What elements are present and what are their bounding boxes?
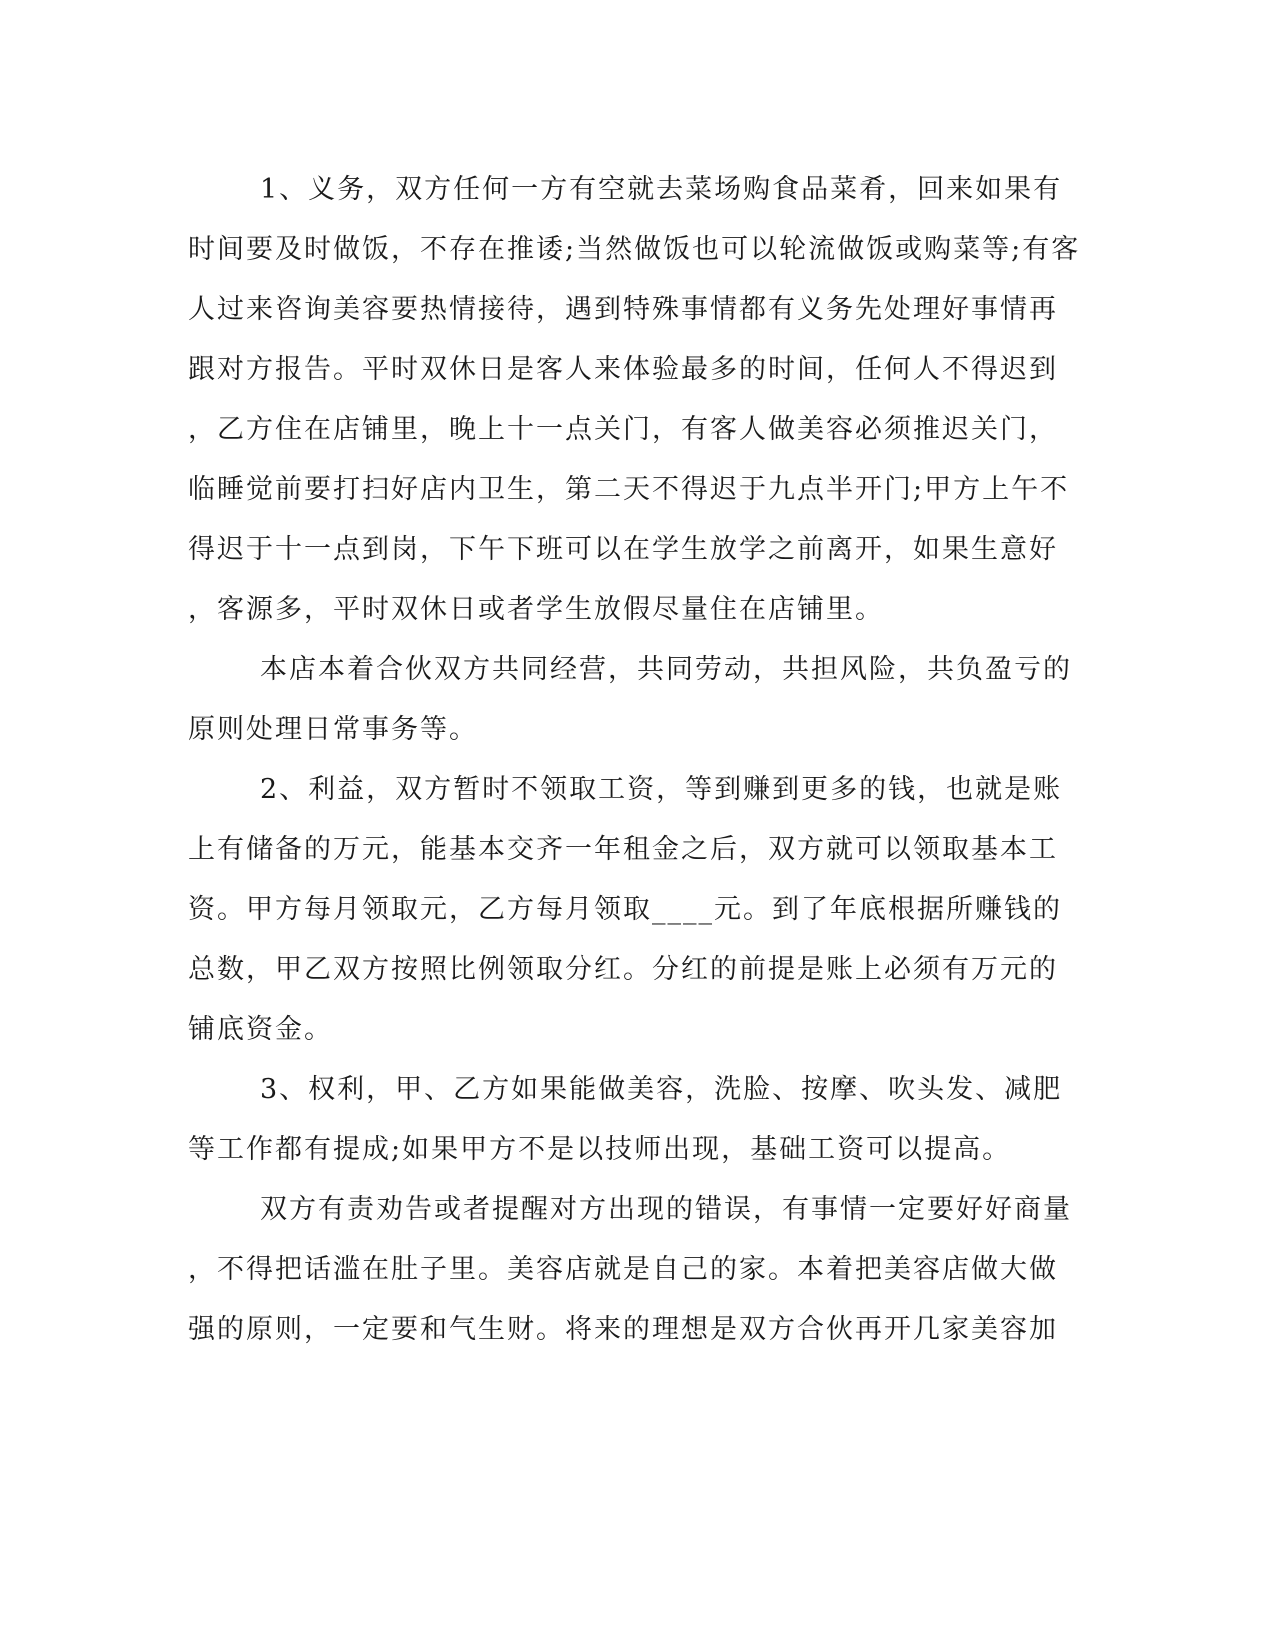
document-body (188, 160, 1081, 1360)
text-line: 总数，甲乙双方按照比例领取分红。分红的前提是账上必须有万元的 (188, 954, 1058, 985)
text-line: 等工作都有提成;如果甲方不是以技师出现，基础工资可以提高。 (188, 1134, 1012, 1165)
text-line: 2、利益，双方暂时不领取工资，等到赚到更多的钱，也就是账 (260, 774, 1063, 805)
text-line: ，乙方住在店铺里，晚上十一点关门，有客人做美容必须推迟关门， (188, 414, 1058, 445)
text-line: 得迟于十一点到岗，下午下班可以在学生放学之前离开，如果生意好 (188, 534, 1058, 565)
text-line: 强的原则，一定要和气生财。将来的理想是双方合伙再开几家美容加 (188, 1314, 1058, 1345)
text-line: ，不得把话滥在肚子里。美容店就是自己的家。本着把美容店做大做 (188, 1254, 1058, 1285)
text-line: 人过来咨询美容要热情接待，遇到特殊事情都有义务先处理好事情再 (188, 294, 1058, 325)
text-line: 本店本着合伙双方共同经营，共同劳动，共担风险，共负盈亏的 (260, 654, 1072, 685)
text-line: 1、义务，双方任何一方有空就去菜场购食品菜肴，回来如果有 (260, 174, 1063, 205)
text-line: 临睡觉前要打扫好店内卫生，第二天不得迟于九点半开门;甲方上午不 (188, 474, 1070, 505)
text-line: 上有储备的万元，能基本交齐一年租金之后，双方就可以领取基本工 (188, 834, 1058, 865)
text-line: ，客源多，平时双休日或者学生放假尽量住在店铺里。 (188, 594, 884, 625)
text-line: 跟对方报告。平时双休日是客人来体验最多的时间，任何人不得迟到 (188, 354, 1058, 385)
text-line: 铺底资金。 (188, 1014, 333, 1045)
text-line: 3、权利，甲、乙方如果能做美容，洗脸、按摩、吹头发、减肥 (260, 1074, 1063, 1105)
text-line: 时间要及时做饭，不存在推诿;当然做饭也可以轮流做饭或购菜等;有客 (188, 234, 1081, 265)
text-line: 双方有责劝告或者提醒对方出现的错误，有事情一定要好好商量 (260, 1194, 1072, 1225)
text-line: 原则处理日常事务等。 (188, 714, 478, 745)
text-line: 资。甲方每月领取元，乙方每月领取____元。到了年底根据所赚钱的 (188, 894, 1062, 925)
